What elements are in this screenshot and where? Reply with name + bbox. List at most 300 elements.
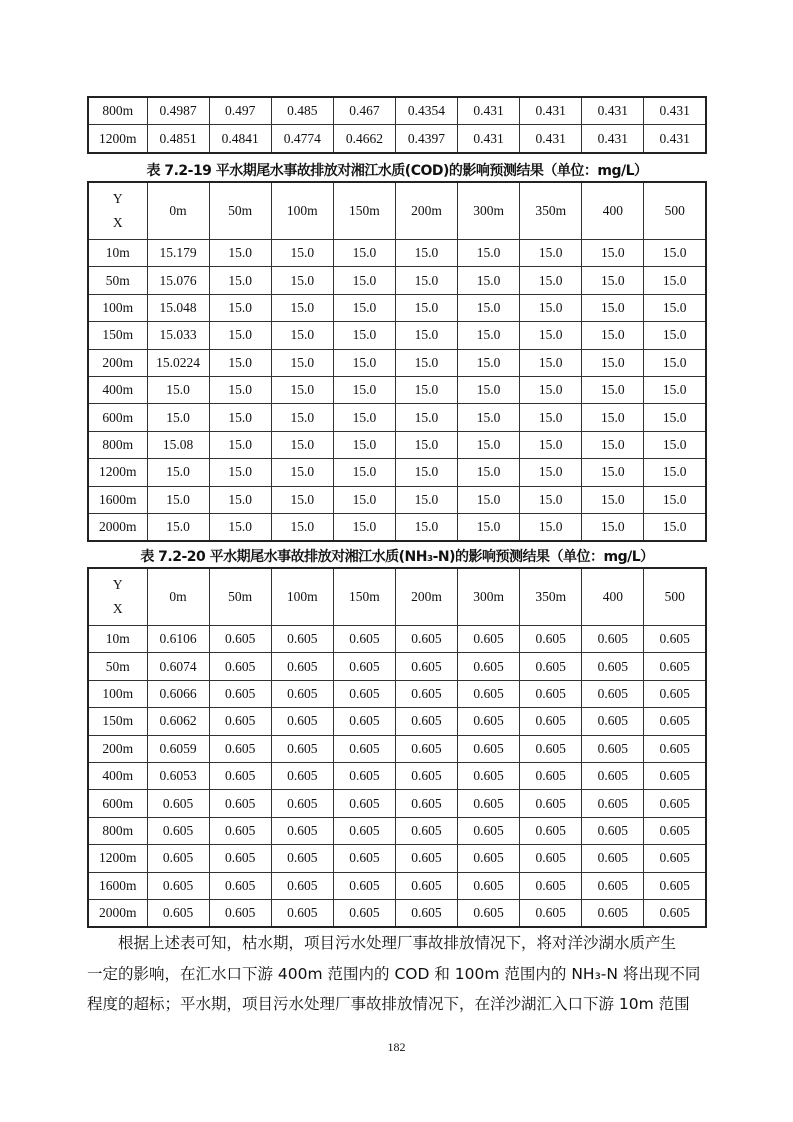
table-cell: 0.4841: [209, 125, 271, 153]
table-row: [88, 899, 706, 927]
table-cell: 0.605: [271, 872, 333, 899]
table-continued: [87, 96, 707, 154]
table-cell: 15.0: [271, 459, 333, 486]
table-cell: 15.0: [209, 513, 271, 541]
table-cell: 0.605: [582, 790, 644, 817]
row-header: 50m: [88, 653, 147, 680]
table-cell: 15.0: [582, 404, 644, 431]
table-cell: 15.0: [209, 376, 271, 403]
table-cell: 15.0: [147, 404, 209, 431]
table-cell: 0.605: [644, 735, 706, 762]
table-cell: 0.431: [644, 125, 706, 153]
table-cell: 15.0: [271, 376, 333, 403]
table-cell: 0.605: [333, 626, 395, 653]
table-cell: 15.0: [458, 404, 520, 431]
table-cell: 15.0: [271, 349, 333, 376]
row-header: 400m: [88, 762, 147, 789]
table-cell: 0.431: [520, 97, 582, 125]
table-cell: 0.605: [333, 762, 395, 789]
table-cell: 15.0: [644, 349, 706, 376]
table-cell: 15.0: [582, 349, 644, 376]
table-cell: 0.605: [644, 872, 706, 899]
table-cell: 0.4851: [147, 125, 209, 153]
table-row: [88, 431, 706, 458]
table-cell: 0.4987: [147, 97, 209, 125]
table-cell: 15.0: [209, 267, 271, 294]
column-header: 300m: [458, 182, 520, 240]
table-cell: 0.605: [582, 817, 644, 844]
table-cell: 15.0: [458, 267, 520, 294]
row-header: 10m: [88, 626, 147, 653]
column-header: 500: [644, 182, 706, 240]
table-cell: 0.605: [582, 708, 644, 735]
table-cell: 0.605: [458, 790, 520, 817]
table-cell: 0.605: [458, 653, 520, 680]
column-header: 0m: [147, 182, 209, 240]
table-cell: 0.605: [395, 790, 457, 817]
row-header: 10m: [88, 240, 147, 267]
table-cell: 0.6059: [147, 735, 209, 762]
table-cell: 15.0: [520, 376, 582, 403]
table-cell: 15.0: [520, 349, 582, 376]
table-cell: 0.4774: [271, 125, 333, 153]
table-cell: 15.0: [333, 459, 395, 486]
table-cell: 0.605: [209, 817, 271, 844]
row-header: 400m: [88, 376, 147, 403]
table-cell: 0.605: [520, 762, 582, 789]
table-cell: 15.0: [147, 376, 209, 403]
column-header: 400: [582, 182, 644, 240]
table-cell: 15.0: [333, 267, 395, 294]
table-cell: 15.0: [395, 294, 457, 321]
table-cell: 0.605: [520, 653, 582, 680]
table-cell: 15.0: [520, 267, 582, 294]
table-cell: 0.605: [271, 708, 333, 735]
table-cell: 0.605: [582, 845, 644, 872]
column-header: 100m: [271, 182, 333, 240]
table-cell: 15.0: [209, 322, 271, 349]
table-cell: 0.431: [582, 125, 644, 153]
table-cell: 0.605: [209, 872, 271, 899]
table-cell: 15.0: [271, 267, 333, 294]
table-cell: 15.0: [271, 404, 333, 431]
table-cell: 15.0: [333, 322, 395, 349]
table-row: [88, 404, 706, 431]
table-cell: 0.431: [458, 97, 520, 125]
table-cell: 15.0: [333, 486, 395, 513]
table-cell: 15.0: [209, 240, 271, 267]
table-cell: 0.605: [582, 872, 644, 899]
table-cell: 0.4662: [333, 125, 395, 153]
table-cell: 0.605: [395, 653, 457, 680]
table-cell: 0.605: [395, 735, 457, 762]
table-cell: 0.605: [333, 899, 395, 927]
table-cell: 15.0: [458, 513, 520, 541]
row-header: 2000m: [88, 899, 147, 927]
table-cell: 15.0: [582, 431, 644, 458]
x-axis-label: X: [112, 601, 123, 616]
table-cell: 0.605: [395, 762, 457, 789]
table-cell: 0.605: [271, 817, 333, 844]
table-cell: 15.0: [582, 294, 644, 321]
table-row: [88, 459, 706, 486]
table-cell: 15.0: [520, 322, 582, 349]
table-cell: 0.605: [520, 899, 582, 927]
header-row: [88, 182, 706, 240]
row-header: 150m: [88, 322, 147, 349]
table-cell: 0.605: [458, 708, 520, 735]
table-cell: 15.0: [209, 294, 271, 321]
table-cell: 15.0: [458, 294, 520, 321]
table-cell: 15.0: [209, 486, 271, 513]
table-row: [88, 872, 706, 899]
table-cell: 15.0224: [147, 349, 209, 376]
row-header: 200m: [88, 735, 147, 762]
column-header: 150m: [333, 182, 395, 240]
row-header: 1200m: [88, 845, 147, 872]
table-cell: 0.485: [271, 97, 333, 125]
table-cell: 0.605: [644, 653, 706, 680]
table-cell: 0.605: [520, 626, 582, 653]
paragraph-line: 根据上述表可知，枯水期，项目污水处理厂事故排放情况下，将对洋沙湖水质产生: [118, 934, 677, 952]
table-cell: 15.0: [271, 294, 333, 321]
table-cell: 15.0: [520, 459, 582, 486]
table-cell: 0.605: [644, 845, 706, 872]
table-cell: 0.605: [271, 899, 333, 927]
table-cell: 0.605: [333, 872, 395, 899]
table-cell: 0.4354: [395, 97, 457, 125]
table-cell: 0.605: [395, 899, 457, 927]
table-cell: 15.0: [520, 486, 582, 513]
table-cell: 0.605: [458, 762, 520, 789]
y-axis-label: Y: [112, 191, 123, 206]
table-cell: 15.0: [395, 404, 457, 431]
table-cell: 15.0: [582, 322, 644, 349]
table-cell: 0.605: [458, 680, 520, 707]
table-cell: 0.605: [209, 735, 271, 762]
table-cell: 15.0: [458, 459, 520, 486]
row-header: 1200m: [88, 125, 147, 153]
table-cell: 15.0: [395, 349, 457, 376]
table-cell: 0.605: [209, 653, 271, 680]
row-header: 200m: [88, 349, 147, 376]
column-header: 350m: [520, 182, 582, 240]
table-cell: 0.605: [644, 790, 706, 817]
row-header: 800m: [88, 97, 147, 125]
row-header: 800m: [88, 431, 147, 458]
table-cell: 15.0: [209, 431, 271, 458]
body-paragraph: [87, 928, 712, 1020]
table-row: [88, 735, 706, 762]
column-header: 50m: [209, 568, 271, 626]
table-cell: 0.605: [520, 680, 582, 707]
table-row: [88, 762, 706, 789]
column-header: 50m: [209, 182, 271, 240]
table-cell: 15.0: [520, 240, 582, 267]
table-cell: 15.0: [333, 376, 395, 403]
row-header: 1600m: [88, 486, 147, 513]
row-header: 50m: [88, 267, 147, 294]
table-cell: 0.6066: [147, 680, 209, 707]
table-cell: 0.4397: [395, 125, 457, 153]
table-cell: 15.0: [644, 240, 706, 267]
table-cell: 0.467: [333, 97, 395, 125]
table-cell: 0.605: [458, 735, 520, 762]
row-header: 600m: [88, 790, 147, 817]
table-cell: 15.0: [333, 431, 395, 458]
table-row: [88, 486, 706, 513]
table-cell: 15.179: [147, 240, 209, 267]
table-cell: 0.605: [520, 872, 582, 899]
table-row: [88, 97, 706, 125]
table-cell: 0.431: [582, 97, 644, 125]
table-row: [88, 845, 706, 872]
y-axis-label: Y: [112, 577, 123, 592]
table-cell: 0.605: [395, 817, 457, 844]
table-cell: 15.0: [147, 459, 209, 486]
table-cell: 0.605: [582, 735, 644, 762]
paragraph-line: 一定的影响，在汇水口下游 400m 范围内的 COD 和 100m 范围内的 NH₃-N 将出现不同: [87, 964, 701, 983]
column-header: 200m: [395, 568, 457, 626]
table-cell: 15.0: [271, 240, 333, 267]
table-cell: 15.0: [520, 431, 582, 458]
table-cell: 0.605: [333, 708, 395, 735]
table-cell: 15.0: [582, 240, 644, 267]
table-cell: 15.0: [582, 486, 644, 513]
column-header: 100m: [271, 568, 333, 626]
table-cell: 0.605: [644, 626, 706, 653]
column-header: 150m: [333, 568, 395, 626]
table-cell: 0.431: [458, 125, 520, 153]
table-cell: 0.605: [333, 735, 395, 762]
table-cell: 0.605: [644, 680, 706, 707]
table-cell: 0.605: [458, 899, 520, 927]
table-cell: 0.6053: [147, 762, 209, 789]
table-cell: 0.605: [147, 899, 209, 927]
table-cell: 15.0: [395, 486, 457, 513]
table-cell: 0.605: [395, 626, 457, 653]
table-cell: 0.605: [209, 680, 271, 707]
corner-cell: [88, 182, 147, 240]
table-cell: 0.605: [271, 790, 333, 817]
table-cell: 0.605: [271, 653, 333, 680]
table-cell: 15.0: [458, 349, 520, 376]
table-row: [88, 376, 706, 403]
table-row: [88, 513, 706, 541]
table-cell: 15.0: [333, 240, 395, 267]
table-cell: 15.033: [147, 322, 209, 349]
table-cell: 0.605: [271, 845, 333, 872]
table-caption-cod: 表 7.2-19 平水期尾水事故排放对湘江水质(COD)的影响预测结果（单位：mg/L）: [146, 163, 648, 179]
table-row: [88, 817, 706, 844]
row-header: 1200m: [88, 459, 147, 486]
table-cell: 0.605: [209, 845, 271, 872]
table-cell: 0.605: [520, 817, 582, 844]
table-cell: 0.431: [644, 97, 706, 125]
row-header: 100m: [88, 680, 147, 707]
table-cell: 0.605: [458, 845, 520, 872]
table-cell: 15.0: [271, 513, 333, 541]
table-cell: 0.605: [582, 899, 644, 927]
table-cell: 15.0: [644, 294, 706, 321]
table-cell: 0.605: [395, 680, 457, 707]
table-cell: 0.605: [520, 708, 582, 735]
table-cell: 0.605: [147, 872, 209, 899]
table-cell: 15.0: [644, 404, 706, 431]
table-cod: [87, 181, 707, 542]
table-row: [88, 240, 706, 267]
table-cell: 15.0: [333, 294, 395, 321]
table-cell: 0.605: [209, 708, 271, 735]
table-cell: 0.605: [333, 817, 395, 844]
row-header: 600m: [88, 404, 147, 431]
table-cell: 0.605: [395, 708, 457, 735]
x-axis-label: X: [112, 215, 123, 230]
corner-cell: [88, 568, 147, 626]
table-row: [88, 294, 706, 321]
table-cell: 15.0: [271, 486, 333, 513]
table-cell: 15.0: [582, 459, 644, 486]
table-cell: 0.605: [458, 817, 520, 844]
table-cell: 0.605: [520, 735, 582, 762]
table-cell: 15.0: [458, 240, 520, 267]
table-cell: 15.048: [147, 294, 209, 321]
table-row: [88, 790, 706, 817]
table-row: [88, 322, 706, 349]
table-cell: 15.0: [458, 431, 520, 458]
table-cell: 15.0: [147, 513, 209, 541]
table-cell: 15.0: [395, 513, 457, 541]
table-cell: 0.605: [209, 626, 271, 653]
table-cell: 15.0: [644, 486, 706, 513]
table-cell: 15.0: [644, 431, 706, 458]
table-row: [88, 708, 706, 735]
table-cell: 15.0: [395, 459, 457, 486]
row-header: 800m: [88, 817, 147, 844]
table-cell: 0.605: [333, 653, 395, 680]
table-cell: 15.0: [333, 513, 395, 541]
table-cell: 15.0: [644, 459, 706, 486]
table-cell: 15.0: [395, 322, 457, 349]
column-header: 300m: [458, 568, 520, 626]
table-cell: 15.0: [395, 376, 457, 403]
table-row: [88, 626, 706, 653]
table-nh3n: [87, 567, 707, 928]
table-cell: 0.605: [395, 845, 457, 872]
table-cell: 15.0: [271, 322, 333, 349]
table-cell: 0.497: [209, 97, 271, 125]
table-cell: 15.0: [209, 404, 271, 431]
table-cell: 15.0: [644, 322, 706, 349]
table-cell: 0.605: [333, 790, 395, 817]
table-cell: 15.0: [520, 513, 582, 541]
table-cell: 15.0: [458, 322, 520, 349]
table-cell: 0.605: [395, 872, 457, 899]
table-cell: 15.0: [644, 513, 706, 541]
table-cell: 15.0: [271, 431, 333, 458]
table-cell: 0.605: [147, 845, 209, 872]
table-cell: 15.0: [209, 349, 271, 376]
table-cell: 0.605: [458, 872, 520, 899]
table-cell: 0.6074: [147, 653, 209, 680]
table-cell: 15.0: [333, 349, 395, 376]
row-header: 1600m: [88, 872, 147, 899]
paragraph-line: 程度的超标；平水期，项目污水处理厂事故排放情况下，在洋沙湖汇入口下游 10m 范围: [87, 995, 690, 1013]
column-header: 350m: [520, 568, 582, 626]
table-caption-nh3n: 表 7.2-20 平水期尾水事故排放对湘江水质(NH₃-N)的影响预测结果（单位：mg/L）: [140, 549, 654, 565]
table-cell: 0.605: [333, 845, 395, 872]
table-cell: 0.6106: [147, 626, 209, 653]
table-cell: 15.0: [582, 267, 644, 294]
table-cell: 15.0: [644, 376, 706, 403]
column-header: 200m: [395, 182, 457, 240]
table-row: [88, 267, 706, 294]
table-cell: 0.605: [458, 626, 520, 653]
table-row: [88, 349, 706, 376]
row-header: 150m: [88, 708, 147, 735]
table-row: [88, 125, 706, 153]
table-cell: 0.605: [271, 735, 333, 762]
table-cell: 15.0: [395, 431, 457, 458]
table-cell: 15.0: [520, 294, 582, 321]
table-cell: 15.0: [582, 376, 644, 403]
row-header: 2000m: [88, 513, 147, 541]
table-cell: 0.605: [209, 790, 271, 817]
table-cell: 15.0: [644, 267, 706, 294]
table-cell: 0.605: [271, 680, 333, 707]
table-cell: 15.0: [458, 486, 520, 513]
column-header: 0m: [147, 568, 209, 626]
table-cell: 0.605: [644, 762, 706, 789]
table-cell: 15.0: [520, 404, 582, 431]
table-cell: 0.605: [333, 680, 395, 707]
table-cell: 0.605: [209, 899, 271, 927]
page-number: 182: [387, 1040, 406, 1054]
table-cell: 15.0: [147, 486, 209, 513]
table-cell: 15.076: [147, 267, 209, 294]
header-row: [88, 568, 706, 626]
column-header: 500: [644, 568, 706, 626]
table-cell: 15.0: [582, 513, 644, 541]
table-cell: 0.605: [644, 708, 706, 735]
table-cell: 0.605: [520, 790, 582, 817]
table-cell: 0.605: [644, 899, 706, 927]
table-cell: 0.605: [520, 845, 582, 872]
table-cell: 15.0: [333, 404, 395, 431]
table-cell: 15.0: [209, 459, 271, 486]
table-cell: 0.605: [644, 817, 706, 844]
table-cell: 0.605: [147, 790, 209, 817]
table-cell: 0.605: [209, 762, 271, 789]
table-cell: 0.605: [582, 762, 644, 789]
table-cell: 15.0: [395, 240, 457, 267]
table-cell: 15.0: [395, 267, 457, 294]
table-row: [88, 680, 706, 707]
table-cell: 0.6062: [147, 708, 209, 735]
row-header: 100m: [88, 294, 147, 321]
table-cell: 0.605: [271, 762, 333, 789]
column-header: 400: [582, 568, 644, 626]
table-cell: 0.431: [520, 125, 582, 153]
table-cell: 0.605: [582, 653, 644, 680]
table-cell: 0.605: [582, 626, 644, 653]
table-row: [88, 653, 706, 680]
table-cell: 15.08: [147, 431, 209, 458]
table-cell: 15.0: [458, 376, 520, 403]
table-cell: 0.605: [271, 626, 333, 653]
table-cell: 0.605: [147, 817, 209, 844]
table-cell: 0.605: [582, 680, 644, 707]
